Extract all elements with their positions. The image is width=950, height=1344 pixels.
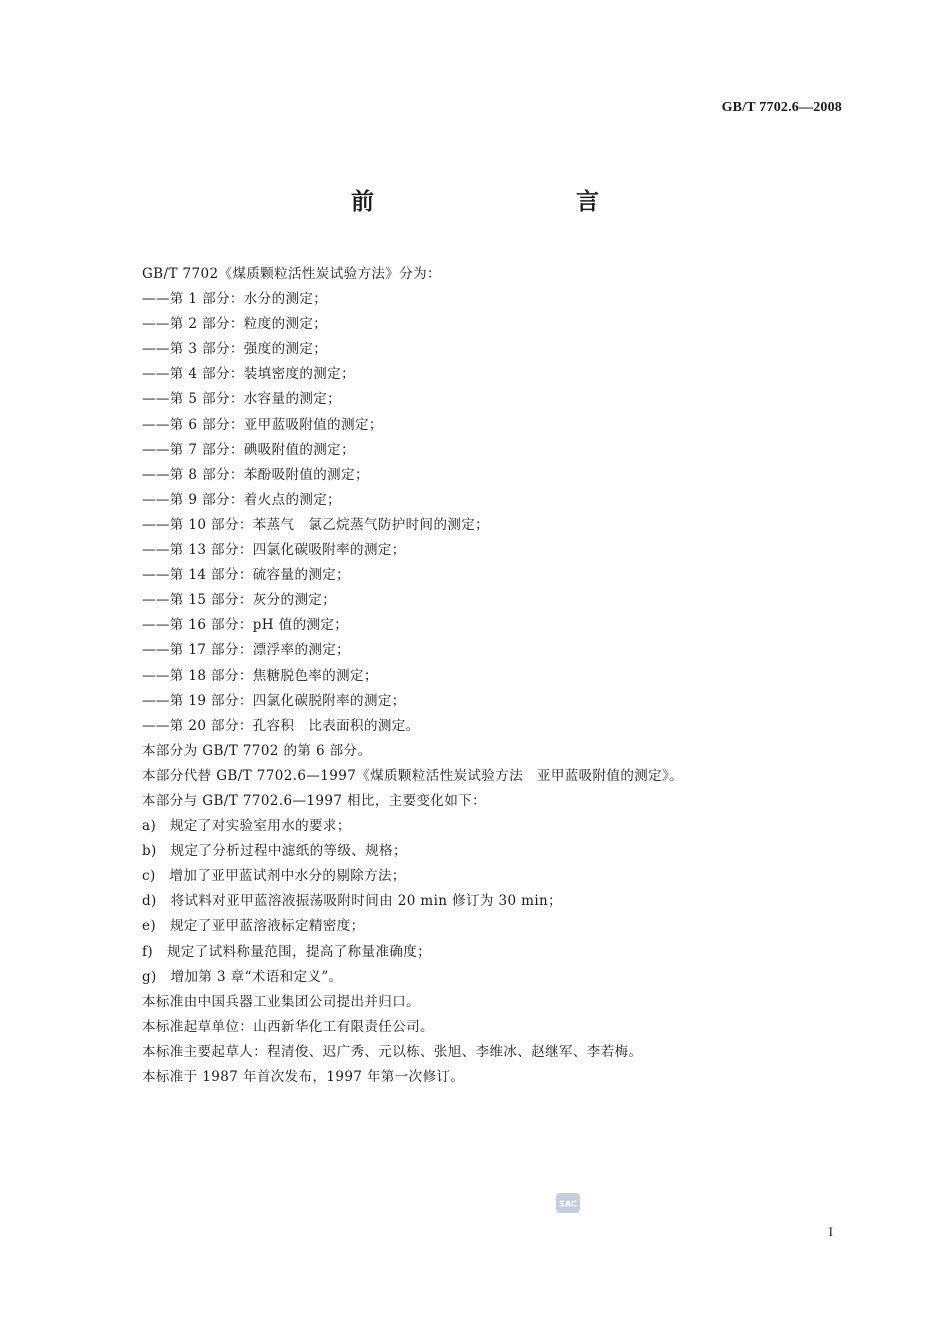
text-line: ——第 8 部分：苯酚吸附值的测定；: [142, 466, 369, 483]
preface-body: [142, 262, 862, 1090]
text-line: ——第 13 部分：四氯化碳吸附率的测定；: [142, 542, 406, 559]
text-line: a) 规定了对实验室用水的要求；: [142, 818, 351, 835]
text-line: ——第 16 部分：pH 值的测定；: [142, 617, 349, 634]
text-line: g) 增加第 3 章“术语和定义”。: [142, 968, 343, 985]
text-line: ——第 19 部分：四氯化碳脱附率的测定；: [142, 692, 406, 709]
text-line: 本部分与 GB/T 7702.6—1997 相比，主要变化如下：: [142, 792, 487, 809]
text-line: ——第 20 部分：孔容积 比表面积的测定。: [142, 717, 420, 734]
text-line: 本标准主要起草人：程清俊、迟广秀、元以栋、张旭、李维冰、赵继军、李若梅。: [142, 1043, 643, 1060]
text-line: GB/T 7702《煤质颗粒活性炭试验方法》分为：: [142, 266, 441, 282]
text-line: d) 将试料对亚甲蓝溶液振荡吸附时间由 20 min 修订为 30 min；: [142, 893, 563, 910]
text-line: ——第 1 部分：水分的测定；: [142, 291, 328, 308]
text-line: ——第 3 部分：强度的测定；: [142, 341, 328, 358]
text-line: ——第 18 部分：焦糖脱色率的测定；: [142, 667, 378, 684]
text-line: ——第 7 部分：碘吸附值的测定；: [142, 441, 355, 458]
text-line: b) 规定了分析过程中滤纸的等级、规格；: [142, 843, 407, 860]
text-line: c) 增加了亚甲蓝试剂中水分的剔除方法；: [142, 868, 406, 885]
text-line: ——第 10 部分：苯蒸气 氯乙烷蒸气防护时间的测定；: [142, 516, 490, 533]
text-line: ——第 9 部分：着火点的测定；: [142, 491, 342, 508]
page-title: 前 言: [351, 189, 651, 215]
logo-text: SAC: [559, 1199, 577, 1209]
sac-logo-icon: [555, 1191, 581, 1215]
text-line: ——第 17 部分：漂浮率的测定；: [142, 642, 351, 659]
text-line: e) 规定了亚甲蓝溶液标定精密度；: [142, 918, 365, 935]
text-line: ——第 5 部分：水容量的测定；: [142, 391, 342, 408]
text-line: ——第 4 部分：装填密度的测定；: [142, 366, 355, 383]
standard-code: GB/T 7702.6—2008: [721, 100, 842, 115]
text-line: 本标准由中国兵器工业集团公司提出并归口。: [142, 993, 420, 1010]
text-line: 本标准起草单位：山西新华化工有限责任公司。: [142, 1018, 434, 1035]
text-line: ——第 2 部分：粒度的测定；: [142, 316, 328, 333]
text-line: 本部分代替 GB/T 7702.6—1997《煤质颗粒活性炭试验方法 亚甲蓝吸附值的测定》。: [142, 767, 684, 784]
text-line: 本标准于 1987 年首次发布，1997 年第一次修订。: [142, 1069, 465, 1085]
text-line: ——第 14 部分：硫容量的测定；: [142, 567, 351, 584]
text-line: ——第 15 部分：灰分的测定；: [142, 592, 337, 609]
page-number: I: [828, 1224, 833, 1239]
text-line: 本部分为 GB/T 7702 的第 6 部分。: [142, 742, 372, 759]
text-line: ——第 6 部分：亚甲蓝吸附值的测定；: [142, 416, 383, 433]
text-line: f) 规定了试料称量范围，提高了称量准确度；: [142, 943, 432, 960]
